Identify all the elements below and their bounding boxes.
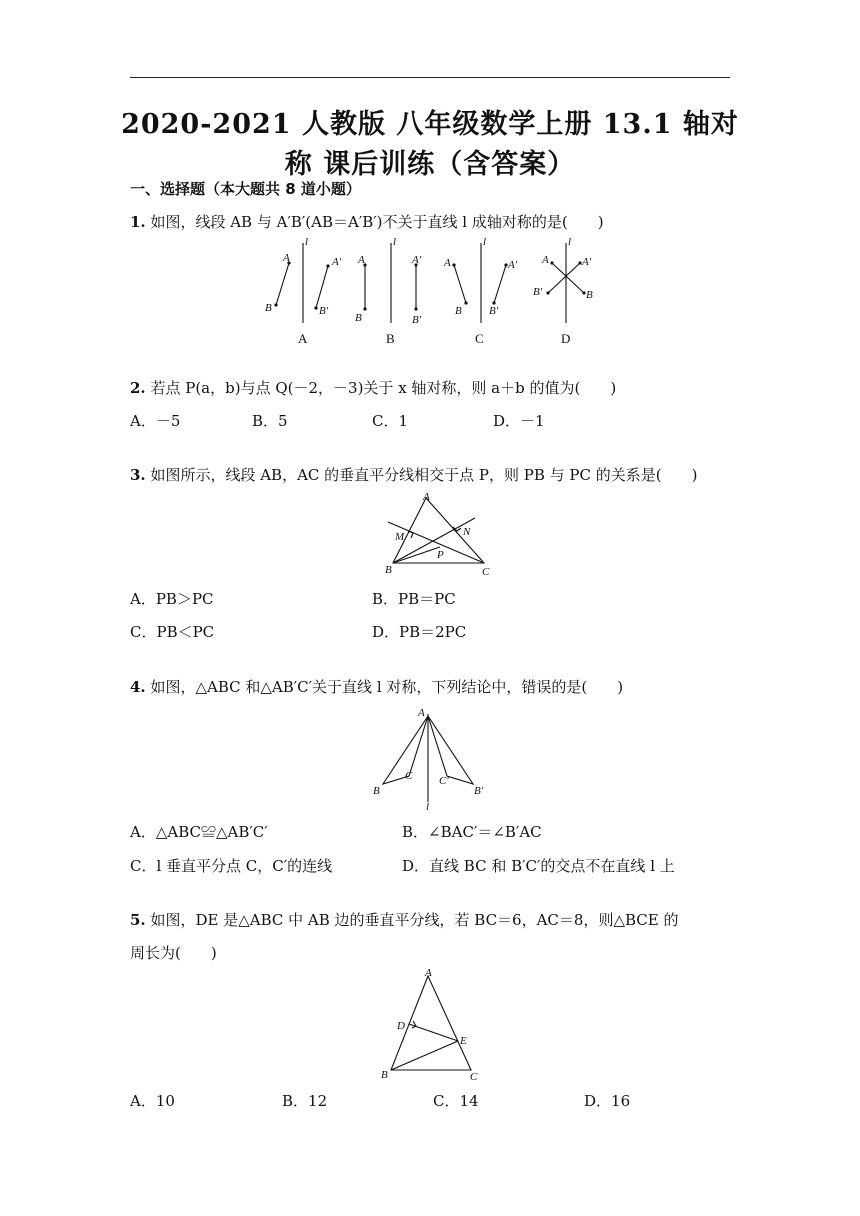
fig-label: B′ bbox=[412, 314, 422, 326]
q1-figure bbox=[255, 235, 605, 350]
fig-label: B′ bbox=[533, 286, 543, 298]
fig-label: E bbox=[460, 1035, 467, 1047]
q5-option-c: C．14 bbox=[433, 1092, 479, 1110]
q3-figure bbox=[380, 490, 510, 580]
fig-label: B bbox=[381, 1069, 388, 1081]
fig-label: B bbox=[265, 302, 272, 314]
q1-figure-c bbox=[443, 236, 518, 346]
fig-label: B bbox=[355, 312, 362, 324]
q5-figure bbox=[375, 966, 495, 1086]
question-stem: 如图，△ABC 和△AB′C′关于直线 l 对称，下列结论中，错误的是( ) bbox=[150, 678, 624, 696]
fig-label: A bbox=[444, 257, 451, 269]
q4-option-d: D．直线 BC 和 B′C′的交点不在直线 l 上 bbox=[402, 857, 675, 875]
fig-label: l bbox=[393, 236, 397, 248]
question-stem: 如图，线段 AB 与 A′B′(AB＝A′B′)不关于直线 l 成轴对称的是( ) bbox=[150, 213, 604, 231]
fig-label: A′ bbox=[412, 254, 422, 266]
fig-label: l bbox=[568, 236, 572, 248]
fig-label: A′ bbox=[508, 259, 518, 271]
fig-label: A′ bbox=[332, 256, 342, 268]
question-5 bbox=[130, 909, 678, 930]
fig-label: C bbox=[470, 1071, 478, 1083]
title-line-2: 称 课后训练（含答案） bbox=[284, 149, 576, 180]
question-number: 3. bbox=[130, 466, 146, 484]
fig-label: A bbox=[418, 707, 425, 719]
fig-label: D bbox=[397, 1020, 405, 1032]
fig-label: M bbox=[395, 531, 405, 543]
q2-option-b: B．5 bbox=[252, 412, 288, 430]
fig-label: C′ bbox=[439, 775, 449, 787]
fig-label: B bbox=[373, 785, 380, 797]
q5-option-b: B．12 bbox=[282, 1092, 328, 1110]
fig-label: l bbox=[426, 801, 430, 813]
question-stem-line-1: 如图，DE 是△ABC 中 AB 边的垂直平分线，若 BC＝6，AC＝8，则△BCE 的 bbox=[150, 911, 679, 929]
fig-label: B bbox=[385, 564, 392, 576]
fig-label: P bbox=[437, 549, 444, 561]
fig-label: A bbox=[542, 254, 549, 266]
question-3 bbox=[130, 464, 697, 485]
question-number: 2. bbox=[130, 379, 146, 397]
fig-label: C bbox=[482, 566, 490, 578]
q2-option-a: A．－5 bbox=[130, 412, 181, 430]
fig-caption: C bbox=[475, 331, 484, 346]
question-1 bbox=[130, 211, 604, 232]
q3-option-c: C．PB＜PC bbox=[130, 623, 215, 641]
section-heading: 一、选择题（本大题共 8 道小题） bbox=[130, 180, 361, 198]
question-4 bbox=[130, 676, 623, 697]
question-stem: 若点 P(a，b)与点 Q(－2，－3)关于 x 轴对称，则 a＋b 的值为( ) bbox=[150, 379, 617, 397]
fig-label: A bbox=[283, 252, 290, 264]
question-number: 5. bbox=[130, 911, 146, 929]
fig-label: N bbox=[463, 526, 471, 538]
triangle-abc-prime bbox=[428, 716, 473, 784]
fig-label: A bbox=[425, 967, 432, 979]
q1-figure-b bbox=[355, 236, 422, 346]
fig-label: B bbox=[455, 305, 462, 317]
q1-figure-a bbox=[265, 236, 342, 346]
q3-option-a: A．PB＞PC bbox=[130, 590, 214, 608]
fig-caption: D bbox=[561, 331, 571, 346]
fig-label: l bbox=[483, 236, 487, 248]
q5-option-d: D．16 bbox=[584, 1092, 631, 1110]
fig-caption: A bbox=[298, 331, 308, 346]
fig-label: B′ bbox=[319, 305, 329, 317]
question-number: 4. bbox=[130, 678, 146, 696]
fig-label: l bbox=[305, 236, 309, 248]
q4-figure bbox=[368, 702, 498, 812]
title-line-1: 2020-2021 人教版 八年级数学上册 13.1 轴对 bbox=[121, 109, 739, 140]
fig-label: A bbox=[423, 491, 430, 503]
fig-label: A bbox=[358, 254, 365, 266]
fig-caption: B bbox=[386, 331, 395, 346]
question-stem: 如图所示，线段 AB，AC 的垂直平分线相交于点 P，则 PB 与 PC 的关系是( ) bbox=[150, 466, 698, 484]
question-5-cont: 周长为( ) bbox=[130, 944, 217, 962]
fig-label: B bbox=[586, 289, 593, 301]
fig-label: B′ bbox=[474, 785, 484, 797]
q2-option-d: D．－1 bbox=[493, 412, 545, 430]
fig-label: B′ bbox=[489, 305, 499, 317]
question-2 bbox=[130, 377, 616, 398]
perp-bisector-ac bbox=[393, 518, 475, 563]
header-rule bbox=[130, 77, 730, 78]
q5-option-a: A．10 bbox=[130, 1092, 175, 1110]
page-title bbox=[100, 105, 760, 185]
fig-label: A′ bbox=[582, 256, 592, 268]
q4-option-c: C．l 垂直平分点 C，C′的连线 bbox=[130, 857, 333, 875]
right-angle-mark-d bbox=[412, 1021, 416, 1028]
q3-option-b: B．PB＝PC bbox=[372, 590, 456, 608]
q1-figure-d bbox=[533, 236, 593, 346]
fig-label: C bbox=[405, 770, 413, 782]
q4-option-a: A．△ABC≌△AB′C′ bbox=[130, 823, 268, 841]
q2-option-c: C．1 bbox=[372, 412, 409, 430]
question-number: 1. bbox=[130, 213, 146, 231]
q4-option-b: B．∠BAC′＝∠B′AC bbox=[402, 823, 542, 841]
q3-option-d: D．PB＝2PC bbox=[372, 623, 467, 641]
